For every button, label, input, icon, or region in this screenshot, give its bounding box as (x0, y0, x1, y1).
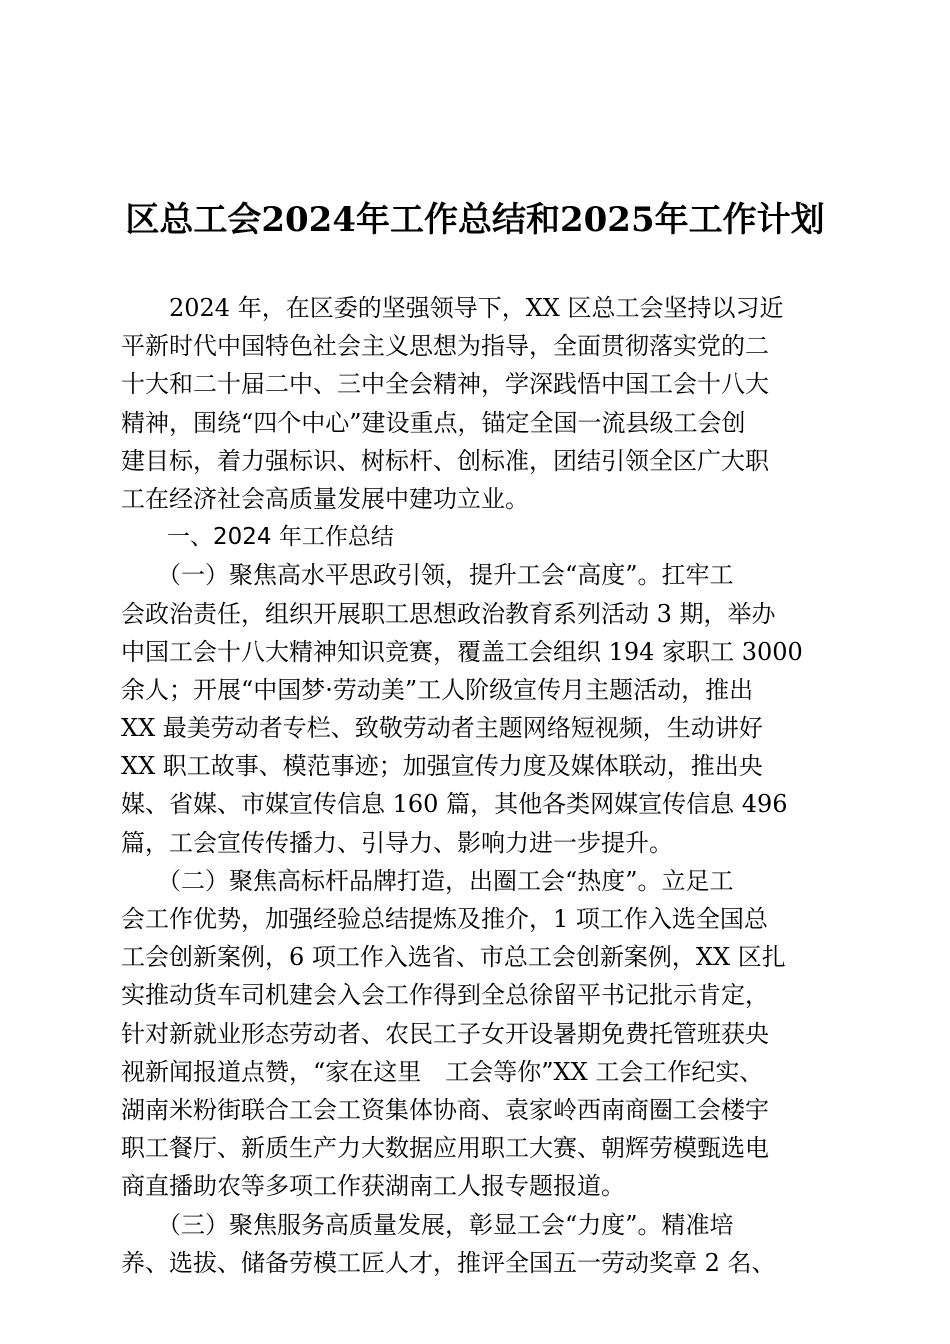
paragraph-line: （二）聚焦高标杆品牌打造，出圈工会“热度”。立足工 (121, 866, 734, 895)
paragraph-line: 篇，工会宣传传播力、引导力、影响力进一步提升。 (121, 828, 673, 857)
paragraph-line: 精神，围绕“四个中心”建设重点，锚定全国一流县级工会创 (121, 408, 746, 437)
section-heading: 一、2024 年工作总结 (121, 524, 394, 551)
paragraph-line: 建目标，着力强标识、树标杆、创标准，团结引领全区广大职 (121, 446, 769, 475)
paragraph-line: （一）聚焦高水平思政引领，提升工会“高度”。扛牢工 (121, 561, 734, 590)
document-body (121, 289, 841, 1282)
paragraph-line: 针对新就业形态劳动者、农民工子女开设暑期免费托管班获央 (121, 1019, 769, 1048)
paragraph-line: 工在经济社会高质量发展中建功立业。 (121, 484, 529, 513)
paragraph-line: 余人；开展“中国梦·劳动美”工人阶级宣传月主题活动，推出 (121, 675, 754, 704)
paragraph-line: 中国工会十八大精神知识竞赛，覆盖工会组织 194 家职工 3000 (121, 637, 803, 666)
paragraph-line: 会工作优势，加强经验总结提炼及推介，1 项工作入选全国总 (121, 905, 768, 933)
paragraph-line: 职工餐厅、新质生产力大数据应用职工大赛、朝辉劳模甄选电 (121, 1134, 769, 1163)
paragraph-line: 湖南米粉街联合工会工资集体协商、袁家岭西南商圈工会楼宇 (121, 1095, 769, 1124)
paragraph-line: （三）聚焦服务高质量发展，彰显工会“力度”。精准培 (121, 1210, 734, 1239)
paragraph-line: 会政治责任，组织开展职工思想政治教育系列活动 3 期，举办 (121, 599, 776, 628)
paragraph-line: 实推动货车司机建会入会工作得到全总徐留平书记批示肯定， (121, 981, 769, 1010)
paragraph-line: 工会创新案例，6 项工作入选省、市总工会创新案例，XX 区扎 (121, 943, 786, 972)
paragraph-line: 2024 年，在区委的坚强领导下，XX 区总工会坚持以习近 (121, 294, 784, 322)
paragraph-line: 养、选拔、储备劳模工匠人才，推评全国五一劳动奖章 2 名、 (121, 1248, 776, 1277)
paragraph-line: XX 职工故事、模范事迹；加强宣传力度及媒体联动，推出央 (121, 752, 763, 781)
document-title: 区总工会2024年工作总结和2025年工作计划 (125, 200, 825, 240)
paragraph-line: 平新时代中国特色社会主义思想为指导，全面贯彻落实党的二 (121, 332, 769, 361)
paragraph-line: XX 最美劳动者专栏、致敬劳动者主题网络短视频，生动讲好 (121, 714, 763, 743)
paragraph-line: 商直播助农等多项工作获湖南工人报专题报道。 (121, 1172, 625, 1201)
paragraph-line: 媒、省媒、市媒宣传信息 160 篇，其他各类网媒宣传信息 496 (121, 790, 788, 819)
paragraph-line: 视新闻报道点赞，“家在这里 工会等你”XX 工会工作纪实、 (121, 1057, 764, 1086)
paragraph-line: 十大和二十届二中、三中全会精神，学深践悟中国工会十八大 (121, 370, 769, 399)
